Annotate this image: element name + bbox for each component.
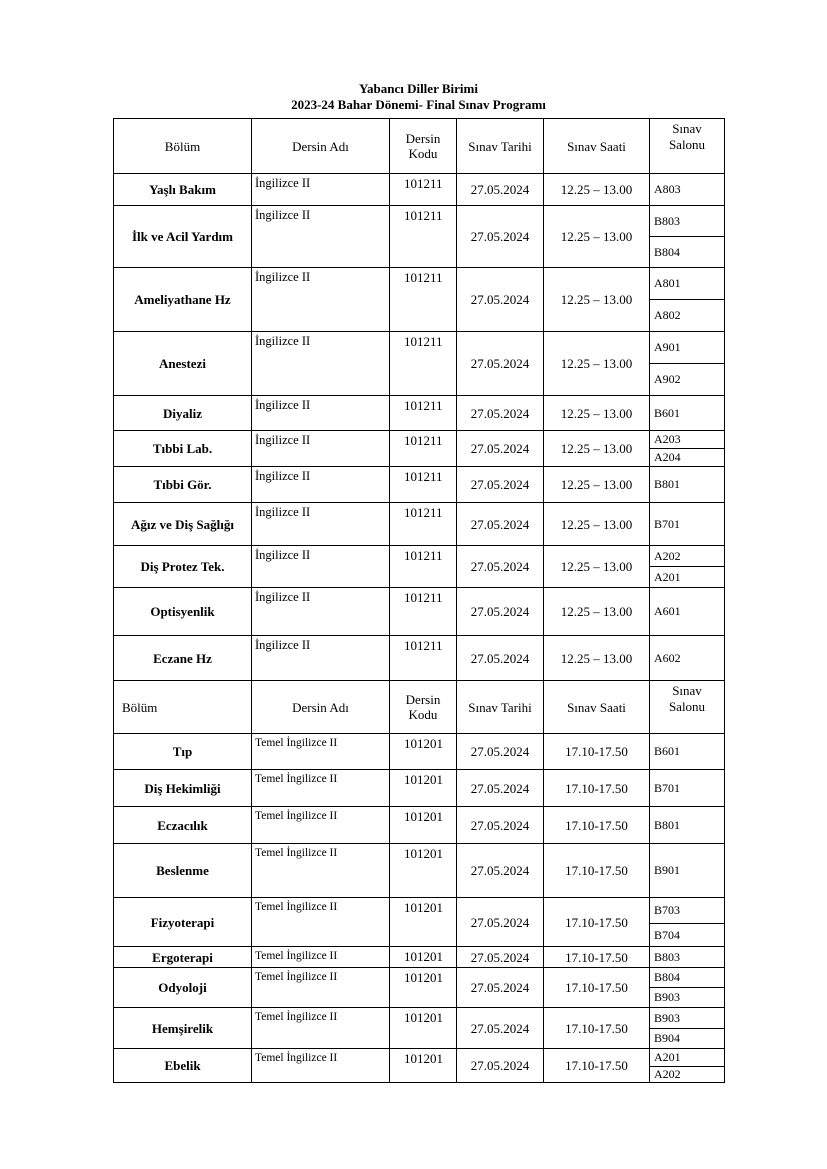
exam-date-cell: 27.05.2024 <box>457 770 544 807</box>
course-code-cell: 101201 <box>390 844 457 898</box>
header-kod: Dersin Kodu <box>390 681 457 734</box>
department-cell: Yaşlı Bakım <box>114 174 252 206</box>
exam-room-cell: B904 <box>650 1029 725 1049</box>
exam-time-cell: 17.10-17.50 <box>544 898 650 947</box>
course-name-cell: İngilizce II <box>252 546 390 588</box>
document-title: Yabancı Diller Birimi <box>359 81 478 96</box>
exam-time-cell: 17.10-17.50 <box>544 844 650 898</box>
exam-schedule-table <box>113 118 725 1083</box>
table-row <box>114 898 725 924</box>
table-row <box>114 807 725 844</box>
exam-time-cell: 17.10-17.50 <box>544 770 650 807</box>
exam-date-cell: 27.05.2024 <box>457 968 544 1008</box>
course-name-cell: İngilizce II <box>252 588 390 636</box>
department-cell: Diş Hekimliği <box>114 770 252 807</box>
exam-room-cell: A201 <box>650 1049 725 1067</box>
exam-time-cell: 12.25 – 13.00 <box>544 174 650 206</box>
exam-time-cell: 12.25 – 13.00 <box>544 503 650 546</box>
exam-room-cell: A601 <box>650 588 725 636</box>
header-bolum: Bölüm <box>114 119 252 174</box>
exam-date-cell: 27.05.2024 <box>457 636 544 681</box>
course-name-cell: İngilizce II <box>252 174 390 206</box>
table-row <box>114 770 725 807</box>
table-row <box>114 503 725 546</box>
course-code-cell: 101211 <box>390 503 457 546</box>
course-name-cell: İngilizce II <box>252 332 390 396</box>
exam-room-cell: B701 <box>650 503 725 546</box>
exam-time-cell: 12.25 – 13.00 <box>544 636 650 681</box>
header-salon: Sınav Salonu <box>650 681 725 734</box>
header-kod: Dersin Kodu <box>390 119 457 174</box>
exam-time-cell: 17.10-17.50 <box>544 734 650 770</box>
course-name-cell: Temel İngilizce II <box>252 947 390 968</box>
exam-room-cell: B801 <box>650 467 725 503</box>
exam-room-cell: B803 <box>650 947 725 968</box>
exam-time-cell: 17.10-17.50 <box>544 968 650 1008</box>
table-header-row <box>114 681 725 734</box>
table-row <box>114 636 725 681</box>
course-code-cell: 101201 <box>390 807 457 844</box>
exam-time-cell: 12.25 – 13.00 <box>544 546 650 588</box>
course-code-cell: 101201 <box>390 1049 457 1083</box>
course-code-cell: 101211 <box>390 206 457 268</box>
course-code-cell: 101211 <box>390 588 457 636</box>
header-salon: Sınav Salonu <box>650 119 725 174</box>
exam-time-cell: 12.25 – 13.00 <box>544 268 650 332</box>
exam-time-cell: 12.25 – 13.00 <box>544 431 650 467</box>
exam-room-cell: A202 <box>650 546 725 567</box>
exam-date-cell: 27.05.2024 <box>457 268 544 332</box>
exam-room-cell: A203 <box>650 431 725 449</box>
course-code-cell: 101211 <box>390 546 457 588</box>
table-row <box>114 546 725 567</box>
course-code-cell: 101211 <box>390 396 457 431</box>
department-cell: Eczane Hz <box>114 636 252 681</box>
exam-room-cell: B901 <box>650 844 725 898</box>
exam-room-cell: B601 <box>650 396 725 431</box>
exam-date-cell: 27.05.2024 <box>457 332 544 396</box>
course-name-cell: Temel İngilizce II <box>252 968 390 1008</box>
course-name-cell: İngilizce II <box>252 467 390 503</box>
exam-time-cell: 12.25 – 13.00 <box>544 206 650 268</box>
course-code-cell: 101201 <box>390 734 457 770</box>
department-cell: Diş Protez Tek. <box>114 546 252 588</box>
department-cell: Hemşirelik <box>114 1008 252 1049</box>
header-bolum: Bölüm <box>114 681 252 734</box>
department-cell: Anestezi <box>114 332 252 396</box>
exam-time-cell: 12.25 – 13.00 <box>544 467 650 503</box>
exam-time-cell: 17.10-17.50 <box>544 807 650 844</box>
header-saat: Sınav Saati <box>544 119 650 174</box>
course-name-cell: İngilizce II <box>252 268 390 332</box>
exam-room-cell: A801 <box>650 268 725 300</box>
header-tarih: Sınav Tarihi <box>457 119 544 174</box>
exam-date-cell: 27.05.2024 <box>457 206 544 268</box>
exam-date-cell: 27.05.2024 <box>457 947 544 968</box>
exam-date-cell: 27.05.2024 <box>457 1049 544 1083</box>
exam-room-cell: B701 <box>650 770 725 807</box>
course-code-cell: 101211 <box>390 467 457 503</box>
table-row <box>114 1008 725 1029</box>
exam-room-cell: A204 <box>650 449 725 467</box>
exam-time-cell: 17.10-17.50 <box>544 947 650 968</box>
exam-room-cell: A902 <box>650 364 725 396</box>
exam-date-cell: 27.05.2024 <box>457 1008 544 1049</box>
department-cell: Optisyenlik <box>114 588 252 636</box>
exam-room-cell: B801 <box>650 807 725 844</box>
header-ders: Dersin Adı <box>252 119 390 174</box>
table-row <box>114 947 725 968</box>
exam-room-cell: B601 <box>650 734 725 770</box>
course-code-cell: 101201 <box>390 898 457 947</box>
exam-room-cell: A901 <box>650 332 725 364</box>
exam-room-cell: A202 <box>650 1067 725 1083</box>
exam-date-cell: 27.05.2024 <box>457 503 544 546</box>
table-row <box>114 588 725 636</box>
table-header-row <box>114 119 725 174</box>
department-cell: Ebelik <box>114 1049 252 1083</box>
course-code-cell: 101211 <box>390 174 457 206</box>
exam-date-cell: 27.05.2024 <box>457 174 544 206</box>
course-name-cell: Temel İngilizce II <box>252 898 390 947</box>
exam-date-cell: 27.05.2024 <box>457 588 544 636</box>
table-row <box>114 844 725 898</box>
exam-room-cell: A602 <box>650 636 725 681</box>
course-code-cell: 101201 <box>390 770 457 807</box>
table-row <box>114 206 725 237</box>
exam-room-cell: A803 <box>650 174 725 206</box>
exam-date-cell: 27.05.2024 <box>457 844 544 898</box>
course-name-cell: Temel İngilizce II <box>252 734 390 770</box>
exam-room-cell: B703 <box>650 898 725 924</box>
header-ders: Dersin Adı <box>252 681 390 734</box>
course-name-cell: İngilizce II <box>252 396 390 431</box>
department-cell: Tıp <box>114 734 252 770</box>
exam-room-cell: A201 <box>650 567 725 588</box>
exam-room-cell: B903 <box>650 1008 725 1029</box>
exam-room-cell: B803 <box>650 206 725 237</box>
table-row <box>114 431 725 449</box>
table-row <box>114 467 725 503</box>
course-name-cell: Temel İngilizce II <box>252 807 390 844</box>
exam-room-cell: B804 <box>650 968 725 988</box>
exam-date-cell: 27.05.2024 <box>457 431 544 467</box>
course-code-cell: 101211 <box>390 431 457 467</box>
department-cell: Ameliyathane Hz <box>114 268 252 332</box>
department-cell: Ağız ve Diş Sağlığı <box>114 503 252 546</box>
course-code-cell: 101201 <box>390 947 457 968</box>
exam-date-cell: 27.05.2024 <box>457 898 544 947</box>
exam-date-cell: 27.05.2024 <box>457 734 544 770</box>
course-code-cell: 101201 <box>390 968 457 1008</box>
table-row <box>114 396 725 431</box>
exam-date-cell: 27.05.2024 <box>457 807 544 844</box>
course-name-cell: İngilizce II <box>252 431 390 467</box>
course-code-cell: 101211 <box>390 636 457 681</box>
exam-date-cell: 27.05.2024 <box>457 467 544 503</box>
course-name-cell: İngilizce II <box>252 636 390 681</box>
department-cell: Tıbbi Lab. <box>114 431 252 467</box>
department-cell: Diyaliz <box>114 396 252 431</box>
table-row <box>114 734 725 770</box>
exam-room-cell: B903 <box>650 988 725 1008</box>
course-name-cell: Temel İngilizce II <box>252 770 390 807</box>
exam-room-cell: B704 <box>650 924 725 947</box>
table-row <box>114 968 725 988</box>
table-row <box>114 174 725 206</box>
exam-room-cell: A802 <box>650 300 725 332</box>
exam-time-cell: 17.10-17.50 <box>544 1008 650 1049</box>
course-code-cell: 101201 <box>390 1008 457 1049</box>
department-cell: İlk ve Acil Yardım <box>114 206 252 268</box>
department-cell: Fizyoterapi <box>114 898 252 947</box>
exam-time-cell: 12.25 – 13.00 <box>544 396 650 431</box>
table-row <box>114 332 725 364</box>
department-cell: Eczacılık <box>114 807 252 844</box>
course-code-cell: 101211 <box>390 332 457 396</box>
exam-date-cell: 27.05.2024 <box>457 546 544 588</box>
table-row <box>114 268 725 300</box>
course-code-cell: 101211 <box>390 268 457 332</box>
exam-date-cell: 27.05.2024 <box>457 396 544 431</box>
exam-room-cell: B804 <box>650 237 725 268</box>
department-cell: Ergoterapi <box>114 947 252 968</box>
course-name-cell: İngilizce II <box>252 206 390 268</box>
exam-time-cell: 17.10-17.50 <box>544 1049 650 1083</box>
department-cell: Tıbbi Gör. <box>114 467 252 503</box>
course-name-cell: İngilizce II <box>252 503 390 546</box>
document-subtitle: 2023-24 Bahar Dönemi- Final Sınav Programı <box>291 97 546 112</box>
header-saat: Sınav Saati <box>544 681 650 734</box>
department-cell: Beslenme <box>114 844 252 898</box>
department-cell: Odyoloji <box>114 968 252 1008</box>
course-name-cell: Temel İngilizce II <box>252 844 390 898</box>
course-name-cell: Temel İngilizce II <box>252 1008 390 1049</box>
course-name-cell: Temel İngilizce II <box>252 1049 390 1083</box>
header-tarih: Sınav Tarihi <box>457 681 544 734</box>
exam-time-cell: 12.25 – 13.00 <box>544 588 650 636</box>
exam-time-cell: 12.25 – 13.00 <box>544 332 650 396</box>
table-row <box>114 1049 725 1067</box>
